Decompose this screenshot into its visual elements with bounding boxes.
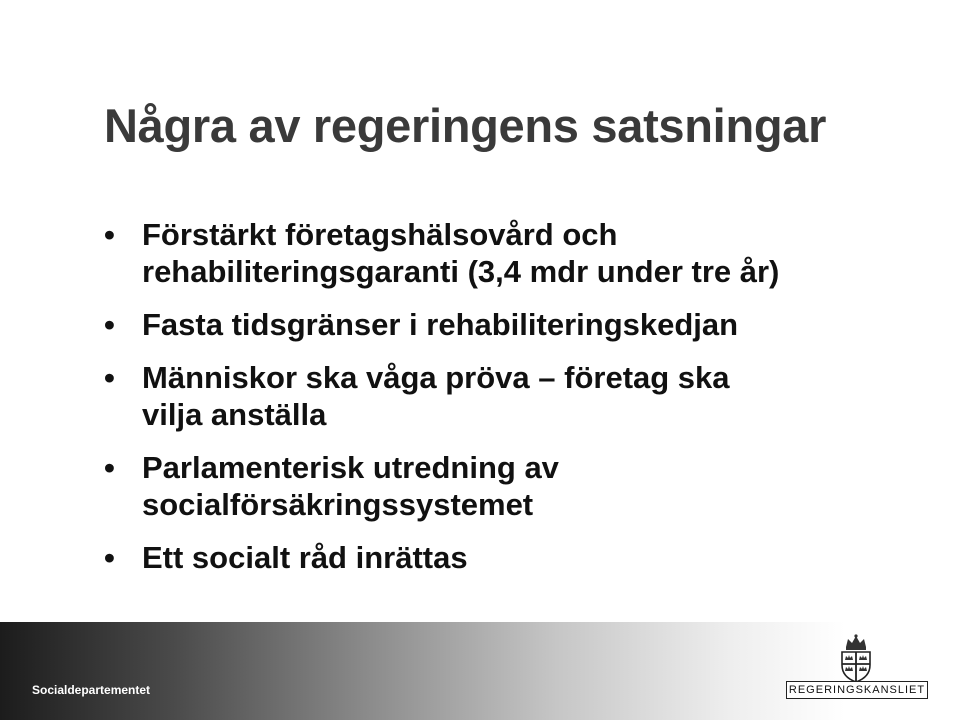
logo-wordmark: REGERINGSKANSLIET bbox=[786, 681, 928, 699]
bullet-symbol: • bbox=[104, 450, 115, 485]
bullet-text-line: Människor ska våga pröva – företag ska bbox=[142, 360, 730, 395]
regeringskansliet-logo bbox=[786, 633, 928, 703]
bullet-text-line: Parlamenterisk utredning av bbox=[142, 450, 559, 485]
bullet-symbol: • bbox=[104, 217, 115, 252]
bullet-list bbox=[104, 216, 884, 592]
department-name: Socialdepartementet bbox=[32, 683, 151, 697]
crown-shield-emblem-icon bbox=[834, 633, 878, 683]
bullet-text-line: socialförsäkringssystemet bbox=[142, 487, 534, 522]
bullet-text-line: vilja anställa bbox=[142, 397, 327, 432]
bullet-text-line: Fasta tidsgränser i rehabiliteringskedjan bbox=[142, 307, 739, 342]
list-item bbox=[104, 449, 884, 523]
bullet-text-line: rehabiliteringsgaranti (3,4 mdr under tre år) bbox=[142, 254, 780, 289]
list-item bbox=[104, 539, 884, 576]
bullet-text-line: Ett socialt råd inrättas bbox=[142, 540, 468, 575]
bullet-symbol: • bbox=[104, 307, 115, 342]
slide-title: Några av regeringens satsningar bbox=[104, 99, 827, 152]
list-item bbox=[104, 359, 884, 433]
list-item bbox=[104, 306, 884, 343]
list-item bbox=[104, 216, 884, 290]
bullet-symbol: • bbox=[104, 360, 115, 395]
bullet-symbol: • bbox=[104, 540, 115, 575]
bullet-text-line: Förstärkt företagshälsovård och bbox=[142, 217, 618, 252]
